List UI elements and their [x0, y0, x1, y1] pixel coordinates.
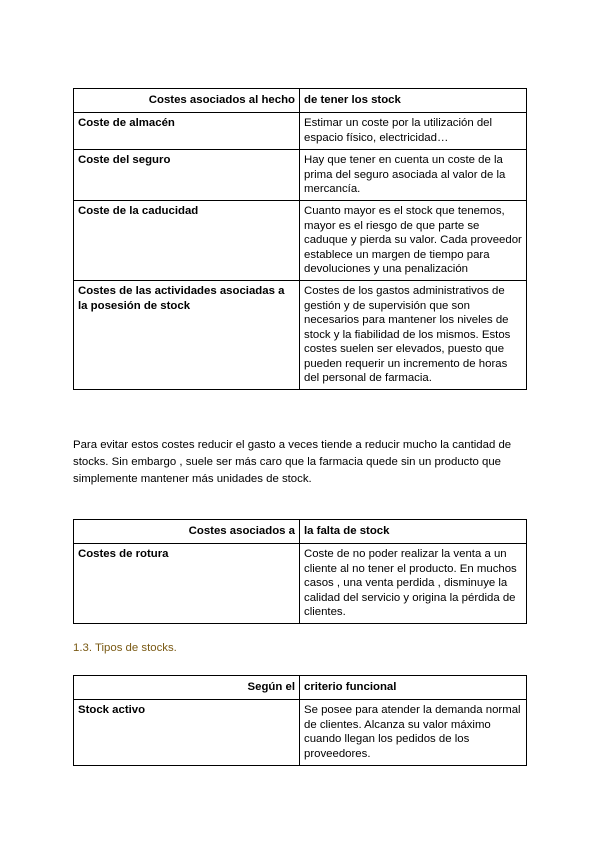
- body-paragraph: Para evitar estos costes reducir el gasto a veces tiende a reducir mucho la cantidad de stocks. Sin embargo , suele ser más caro que la farmacia quede sin un producto que simplemente mantener más unidades de stock.: [73, 439, 512, 485]
- table-header-left: Según el: [74, 676, 300, 700]
- row-description: Se posee para atender la demanda normal de clientes. Alcanza su valor máximo cuando llegan los pedidos de los proveedores.: [300, 700, 527, 766]
- table-row: [74, 544, 527, 624]
- table-header-right: la falta de stock: [300, 520, 527, 544]
- table-header-row: [74, 89, 527, 113]
- row-label: Costes de rotura: [74, 544, 300, 624]
- table-row: [74, 150, 527, 201]
- row-label: Stock activo: [74, 700, 300, 766]
- table-header-right: criterio funcional: [300, 676, 527, 700]
- row-label: Coste de almacén: [74, 113, 300, 150]
- row-label: Coste del seguro: [74, 150, 300, 201]
- table-row: [74, 201, 527, 281]
- table-costs-stockout: [73, 519, 527, 624]
- row-description: Coste de no poder realizar la venta a un cliente al no tener el producto. En muchos casos , una venta perdida , disminuye la calidad del servicio y origina la pérdida de clientes.: [300, 544, 527, 624]
- table-row: [74, 113, 527, 150]
- table-row: [74, 700, 527, 766]
- row-description: Hay que tener en cuenta un coste de la prima del seguro asociada al valor de la mercancía.: [300, 150, 527, 201]
- table-header-row: [74, 520, 527, 544]
- table-row: [74, 281, 527, 390]
- row-description: Cuanto mayor es el stock que tenemos, mayor es el riesgo de que parte se caduque y pierda su valor. Cada proveedor establece un margen de tiempo para devoluciones y una penalización: [300, 201, 527, 281]
- table-stock-types: [73, 675, 527, 766]
- table-header-left: Costes asociados a: [74, 520, 300, 544]
- table-costs-holding-stock: [73, 88, 527, 390]
- table-header-left: Costes asociados al hecho: [74, 89, 300, 113]
- table-header-right: de tener los stock: [300, 89, 527, 113]
- row-label: Costes de las actividades asociadas a la posesión de stock: [74, 281, 300, 390]
- row-description: Costes de los gastos administrativos de gestión y de supervisión que son necesarios para mantener los niveles de stock y la fiabilidad de los mismos. Estos costes suelen ser elevados, puesto que pueden requerir un incremento de horas del personal de farmacia.: [300, 281, 527, 390]
- table-header-row: [74, 676, 527, 700]
- row-label: Coste de la caducidad: [74, 201, 300, 281]
- section-heading: 1.3. Tipos de stocks.: [73, 642, 177, 654]
- row-description: Estimar un coste por la utilización del espacio físico, electricidad…: [300, 113, 527, 150]
